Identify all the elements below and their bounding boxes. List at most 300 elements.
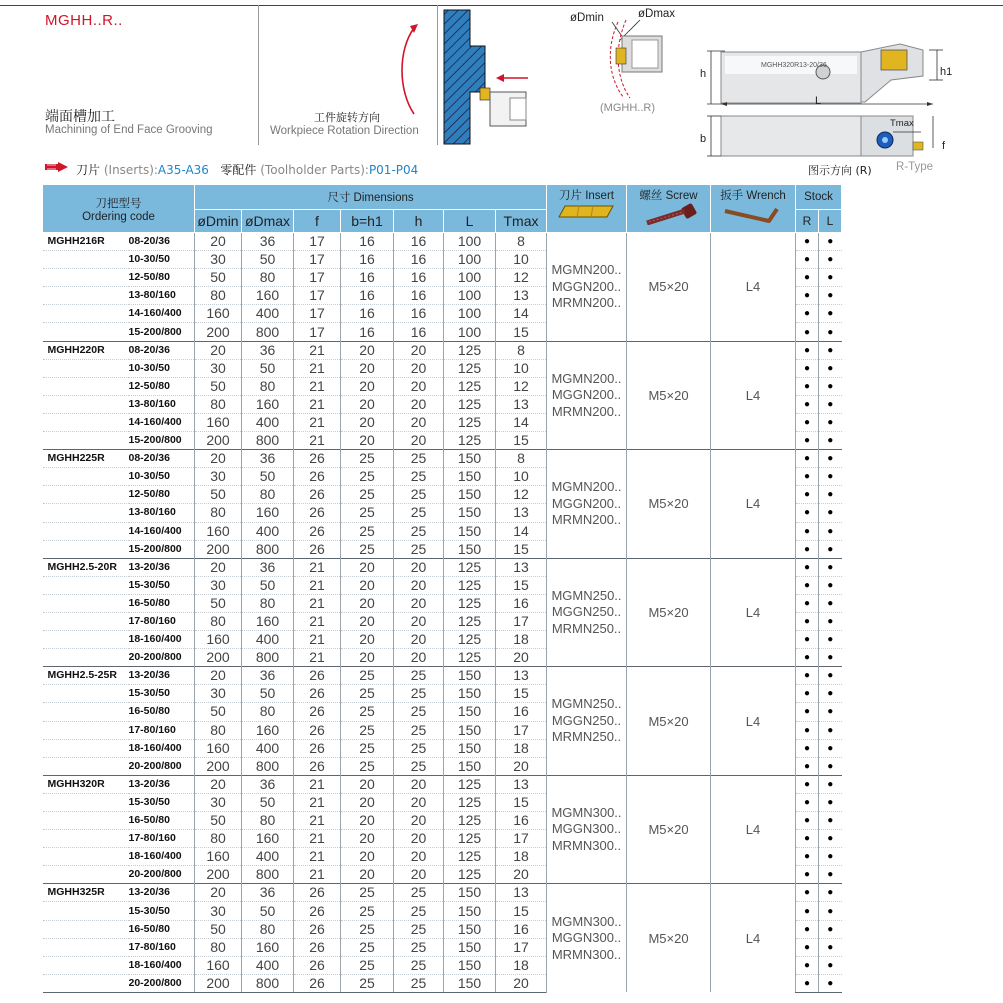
dim-value: 17 [294,287,341,305]
dim-value: 800 [242,323,294,341]
dim-value: 13 [496,287,547,305]
dim-value: 17 [496,721,547,739]
dim-value: 30 [195,576,242,594]
dim-value: 20 [341,413,394,431]
parts-cn: 零配件 [220,163,257,177]
dim-value: 20 [394,612,444,630]
dim-L-label: L [815,95,822,107]
dim-value: 20 [195,450,242,468]
stock-l-mark: ● [819,974,842,992]
dim-value: 21 [294,649,341,667]
wrench-spec: L4 [711,775,796,884]
stock-r-mark: ● [796,739,819,757]
insert-header-label: 刀片 Insert [559,190,614,202]
insert-models: MGMN200.. MGGN200.. MRMN200.. [547,233,627,342]
dim-value: 150 [444,902,496,920]
dim-value: 15 [496,793,547,811]
dim-value: 400 [242,305,294,323]
dim-value: 80 [242,594,294,612]
size-code: 13-80/160 [129,395,195,413]
holder-cell [43,685,129,703]
dim-value: 80 [242,703,294,721]
size-code: 16-50/80 [129,703,195,721]
table-row [43,233,842,251]
size-code: 13-80/160 [129,287,195,305]
dim-value: 20 [394,377,444,395]
stock-r-mark: ● [796,450,819,468]
dim-value: 16 [394,305,444,323]
dim-value: 21 [294,341,341,359]
dim-value: 16 [394,251,444,269]
size-code: 13-20/36 [129,667,195,685]
dim-value: 20 [394,830,444,848]
dim-value: 18 [496,739,547,757]
dim-value: 800 [242,757,294,775]
holder-cell [43,269,129,287]
stock-l-mark: ● [819,812,842,830]
top-rule [0,5,1003,6]
dim-value: 400 [242,631,294,649]
stock-l-mark: ● [819,486,842,504]
dim-value: 150 [444,757,496,775]
dim-value: 15 [496,902,547,920]
size-code: 14-160/400 [129,305,195,323]
holder-cell [43,956,129,974]
dim-value: 25 [394,974,444,992]
dim-value: 150 [444,938,496,956]
stock-r-mark: ● [796,594,819,612]
wrench-header-label: 扳手 Wrench [720,190,786,202]
dim-value: 25 [341,685,394,703]
table-row [43,450,842,468]
rotation-title-en: Workpiece Rotation Direction [270,125,419,137]
holder-cell [43,703,129,721]
holder-cell [43,830,129,848]
dim-value: 160 [195,956,242,974]
dim-value: 20 [496,757,547,775]
dim-value: 125 [444,812,496,830]
dim-value: 10 [496,468,547,486]
stock-r-mark: ● [796,703,819,721]
insert-models: MGMN300.. MGGN300.. MRMN300.. [547,775,627,884]
dim-value: 160 [242,830,294,848]
holder-cell [43,793,129,811]
dim-value: 25 [394,522,444,540]
toolholder-drawing [695,36,960,160]
dim-value: 15 [496,432,547,450]
size-code: 13-20/36 [129,558,195,576]
parts-reference [76,161,418,178]
dim-value: 160 [242,612,294,630]
holder-cell [43,486,129,504]
dim-value: 50 [242,468,294,486]
dim-value: 21 [294,631,341,649]
holder-cell [43,576,129,594]
dim-value: 20 [341,866,394,884]
wrench-spec: L4 [711,884,796,993]
dim-value: 20 [195,558,242,576]
dim-value: 25 [394,685,444,703]
stock-r-mark: ● [796,956,819,974]
rotation-arrow-icon [396,20,424,120]
dim-value: 21 [294,432,341,450]
screw-spec: M5×20 [627,450,711,559]
holder-cell [43,757,129,775]
dim-value: 20 [394,775,444,793]
size-code: 18-160/400 [129,848,195,866]
dim-value: 16 [496,594,547,612]
dim-value: 26 [294,450,341,468]
inserts-en: (Inserts): [103,163,158,177]
dim-value: 26 [294,667,341,685]
dim-value: 50 [195,920,242,938]
dim-value: 150 [444,468,496,486]
stock-l-mark: ● [819,902,842,920]
dim-value: 20 [341,848,394,866]
dim-value: 125 [444,793,496,811]
dim-value: 800 [242,974,294,992]
dim-value: 15 [496,540,547,558]
stock-l-mark: ● [819,413,842,431]
dim-value: 16 [496,812,547,830]
holder-cell [43,377,129,395]
holder-cell [43,540,129,558]
stock-l-mark: ● [819,377,842,395]
stock-r-mark: ● [796,757,819,775]
dim-value: 21 [294,830,341,848]
dim-value: 200 [195,866,242,884]
header-divider [437,5,438,145]
dim-value: 125 [444,830,496,848]
holder-cell [43,359,129,377]
dim-value: 25 [394,739,444,757]
dim-value: 20 [394,576,444,594]
dim-value: 17 [294,305,341,323]
dim-value: 21 [294,812,341,830]
dim-value: 26 [294,920,341,938]
dim-value: 800 [242,649,294,667]
dim-value: 150 [444,504,496,522]
col-header: Tmax [496,210,547,233]
holder-cell [43,721,129,739]
dim-value: 20 [195,884,242,902]
dim-value: 21 [294,866,341,884]
dim-value: 17 [496,830,547,848]
operation-title-cn: 端面槽加工 [45,109,115,125]
dim-value: 20 [394,649,444,667]
dim-value: 150 [444,450,496,468]
dim-value: 17 [294,323,341,341]
screw-header [627,185,711,233]
size-code: 18-160/400 [129,631,195,649]
size-code: 08-20/36 [129,341,195,359]
stock-r-mark: ● [796,685,819,703]
hand-pointer-icon [44,160,70,174]
dim-value: 80 [242,486,294,504]
dim-value: 20 [394,341,444,359]
dim-value: 21 [294,612,341,630]
col-header: b=h1 [341,210,394,233]
dim-value: 150 [444,685,496,703]
dim-value: 50 [242,576,294,594]
dim-value: 160 [195,631,242,649]
stock-l-mark: ● [819,341,842,359]
dim-value: 125 [444,432,496,450]
dim-value: 800 [242,866,294,884]
dim-value: 26 [294,540,341,558]
dim-value: 100 [444,251,496,269]
stock-r-mark: ● [796,649,819,667]
dim-value: 30 [195,468,242,486]
size-code: 20-200/800 [129,866,195,884]
holder-code: MGHH2.5-20R [43,558,129,576]
dim-value: 13 [496,558,547,576]
wrench-spec: L4 [711,558,796,667]
size-code: 13-20/36 [129,775,195,793]
dim-value: 26 [294,902,341,920]
dim-value: 16 [394,323,444,341]
size-code: 18-160/400 [129,739,195,757]
wrench-icon [721,203,785,225]
rtype-label: R-Type [896,161,934,173]
dim-value: 36 [242,884,294,902]
dim-value: 16 [394,233,444,251]
wrench-header [711,185,796,233]
dim-value: 20 [394,866,444,884]
holder-cell [43,504,129,522]
size-code: 13-80/160 [129,504,195,522]
dim-value: 80 [242,377,294,395]
ordering-code-en: Ordering code [82,210,155,223]
dim-value: 25 [341,974,394,992]
dim-value: 400 [242,522,294,540]
stock-r-mark: ● [796,504,819,522]
dim-value: 16 [394,269,444,287]
dim-value: 12 [496,377,547,395]
dim-value: 26 [294,757,341,775]
dim-value: 21 [294,594,341,612]
holder-code: MGHH225R [43,450,129,468]
dim-value: 21 [294,793,341,811]
dim-value: 80 [195,395,242,413]
size-code: 12-50/80 [129,486,195,504]
stock-l-mark: ● [819,450,842,468]
dim-value: 17 [294,251,341,269]
table-row [43,884,842,902]
holder-code: MGHH2.5-25R [43,667,129,685]
dim-value: 14 [496,413,547,431]
dim-value: 20 [341,558,394,576]
dim-value: 12 [496,269,547,287]
dim-value: 16 [341,305,394,323]
dim-value: 25 [341,667,394,685]
dim-value: 400 [242,739,294,757]
dim-value: 15 [496,576,547,594]
stock-r-mark: ● [796,251,819,269]
table-row [43,667,842,685]
dim-value: 25 [394,703,444,721]
dim-value: 25 [394,540,444,558]
dim-value: 50 [242,685,294,703]
dim-value: 50 [195,594,242,612]
dim-value: 160 [242,938,294,956]
stock-l-mark: ● [819,848,842,866]
dim-value: 125 [444,848,496,866]
stock-l-header: L [819,210,842,233]
wrench-spec: L4 [711,450,796,559]
size-code: 15-30/50 [129,576,195,594]
holder-cell [43,866,129,884]
dim-value: 36 [242,667,294,685]
size-code: 15-200/800 [129,540,195,558]
dim-value: 125 [444,395,496,413]
dim-value: 80 [195,612,242,630]
stock-r-mark: ● [796,848,819,866]
dim-value: 25 [341,450,394,468]
dim-f-label: f [942,140,946,152]
stock-r-mark: ● [796,866,819,884]
size-code: 18-160/400 [129,956,195,974]
dim-value: 20 [341,830,394,848]
dim-value: 20 [341,377,394,395]
dim-value: 26 [294,721,341,739]
dim-value: 30 [195,902,242,920]
dim-value: 160 [195,739,242,757]
dim-value: 26 [294,739,341,757]
stock-r-mark: ● [796,395,819,413]
dim-value: 25 [341,920,394,938]
dim-value: 50 [195,703,242,721]
dim-value: 36 [242,558,294,576]
dim-value: 13 [496,884,547,902]
dim-value: 26 [294,468,341,486]
dim-value: 25 [341,884,394,902]
dim-value: 36 [242,775,294,793]
stock-l-mark: ● [819,685,842,703]
stock-r-mark: ● [796,522,819,540]
dim-value: 20 [341,395,394,413]
dim-value: 125 [444,558,496,576]
dim-value: 13 [496,775,547,793]
header-divider [258,5,259,145]
size-code: 20-200/800 [129,649,195,667]
parts-range-link[interactable]: P01-P04 [368,163,419,177]
dim-value: 30 [195,359,242,377]
dim-value: 8 [496,233,547,251]
dim-value: 16 [496,703,547,721]
dim-value: 160 [242,504,294,522]
holder-cell [43,848,129,866]
dim-value: 21 [294,413,341,431]
ordering-code-header [43,185,195,233]
stock-l-mark: ● [819,576,842,594]
holder-cell [43,612,129,630]
dim-value: 25 [394,884,444,902]
stock-r-mark: ● [796,974,819,992]
dim-value: 20 [496,649,547,667]
dim-value: 17 [496,938,547,956]
dim-value: 20 [496,974,547,992]
view-direction-label: 图示方向 (R) [808,164,872,177]
dim-value: 20 [341,649,394,667]
dim-value: 25 [341,721,394,739]
dim-value: 100 [444,233,496,251]
holder-code: MGHH320R [43,775,129,793]
holder-cell [43,974,129,992]
inserts-range-link[interactable]: A35-A36 [157,163,209,177]
size-code: 17-80/160 [129,938,195,956]
dim-value: 200 [195,323,242,341]
dim-value: 25 [394,468,444,486]
col-header: øDmin [195,210,242,233]
stock-l-mark: ● [819,956,842,974]
stock-r-mark: ● [796,793,819,811]
dim-value: 25 [341,739,394,757]
dim-value: 100 [444,269,496,287]
stock-r-mark: ● [796,359,819,377]
dim-value: 26 [294,956,341,974]
size-code: 17-80/160 [129,721,195,739]
screw-icon [639,203,699,225]
dim-value: 80 [242,812,294,830]
screw-spec: M5×20 [627,341,711,450]
stock-l-mark: ● [819,775,842,793]
insert-models: MGMN250.. MGGN250.. MRMN250.. [547,667,627,776]
dim-value: 20 [341,775,394,793]
size-code: 10-30/50 [129,359,195,377]
stock-l-mark: ● [819,251,842,269]
model-label: (MGHH..R) [600,102,655,114]
dim-value: 25 [341,486,394,504]
dim-value: 20 [195,775,242,793]
stock-l-mark: ● [819,884,842,902]
stock-r-mark: ● [796,486,819,504]
holder-cell [43,251,129,269]
dim-value: 25 [341,902,394,920]
dim-value: 200 [195,757,242,775]
size-code: 15-30/50 [129,685,195,703]
stock-r-mark: ● [796,612,819,630]
dim-value: 80 [195,830,242,848]
dim-value: 26 [294,486,341,504]
size-code: 14-160/400 [129,522,195,540]
dim-value: 17 [496,612,547,630]
dim-value: 125 [444,775,496,793]
dim-value: 150 [444,956,496,974]
size-code: 12-50/80 [129,377,195,395]
dim-value: 10 [496,251,547,269]
spec-table-body [43,233,842,993]
dim-value: 125 [444,359,496,377]
stock-r-mark: ● [796,920,819,938]
dim-value: 8 [496,341,547,359]
size-code: 08-20/36 [129,450,195,468]
dim-value: 25 [394,902,444,920]
insert-models: MGMN300.. MGGN300.. MRMN300.. [547,884,627,993]
dim-value: 200 [195,974,242,992]
stock-l-mark: ● [819,468,842,486]
dim-value: 21 [294,377,341,395]
dim-value: 50 [242,902,294,920]
dim-value: 25 [341,757,394,775]
dim-value: 20 [394,848,444,866]
dim-value: 14 [496,522,547,540]
holder-cell [43,413,129,431]
wrench-spec: L4 [711,667,796,776]
inserts-cn: 刀片 [76,163,101,177]
stock-l-mark: ● [819,667,842,685]
dimensions-header: 尺寸 Dimensions [195,185,547,210]
